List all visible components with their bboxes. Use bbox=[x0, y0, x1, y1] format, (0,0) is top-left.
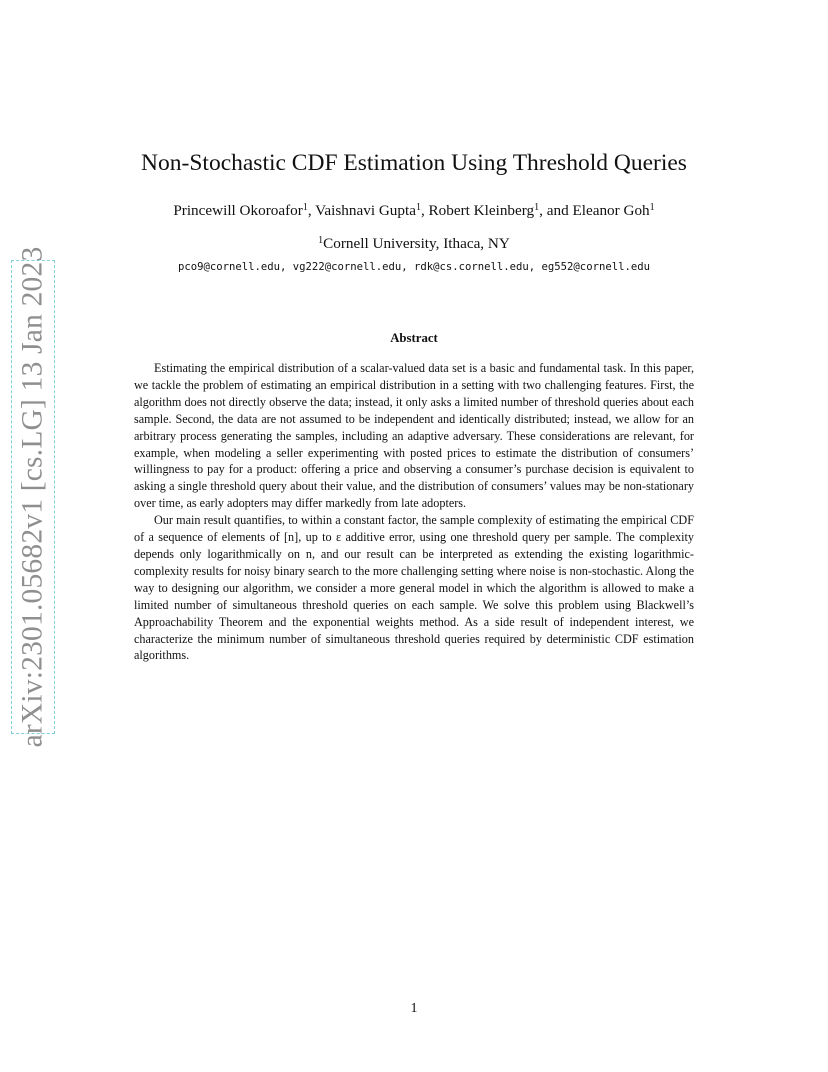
author-affiliation-mark: 1 bbox=[649, 202, 655, 213]
affiliation-text: Cornell University, Ithaca, NY bbox=[323, 235, 510, 252]
author-affiliation-mark: 1 bbox=[534, 202, 540, 213]
arxiv-identifier: arXiv:2301.05682v1 [cs.LG] 13 Jan 2023 bbox=[16, 246, 49, 748]
abstract-body bbox=[134, 360, 694, 664]
abstract-paragraph: Our main result quantifies, to within a constant factor, the sample complexity of estimating the empirical CDF of a sequence of elements of [n], up to ε additive error, using one threshold query per sample. The complexity depends only logarithmically on n, and our result can be interpreted as extending the existing logarithmic-complexity results for noisy binary search to the more challenging setting where noise is non-stochastic. Along the way to designing our algorithm, we consider a more general model in which the algorithm is allowed to make a limited number of simultaneous threshold queries on each sample. We solve this problem using Blackwell’s Approachability Theorem and the exponential weights method. As a side result of independent interest, we characterize the minimum number of simultaneous threshold queries required by deterministic CDF estimation algorithms. bbox=[134, 513, 694, 663]
author-separator: , bbox=[420, 202, 429, 219]
abstract-paragraph: Estimating the empirical distribution of a scalar-valued data set is a basic and fundamental task. In this paper, we tackle the problem of estimating an empirical distribution in a setting with two challenging features. First, the algorithm does not directly observe the data; instead, it only asks a limited number of threshold queries about each sample. Second, the data are not assumed to be independent and identically distributed; instead, we allow for an arbitrary process generating the samples, including an adaptive adversary. These considerations are relevant, for example, when modeling a seller experimenting with posted prices to estimate the distribution of consumers’ willingness to pay for a product: offering a price and observing a consumer’s purchase decision is equivalent to asking a single threshold query about their value, and the distribution of consumers’ values may be non-stationary over time, as early adopters may differ markedly from late adopters. bbox=[134, 361, 694, 511]
affiliation-mark: 1 bbox=[318, 235, 324, 246]
author-list bbox=[0, 202, 828, 220]
affiliation bbox=[0, 235, 828, 253]
author-affiliation-mark: 1 bbox=[302, 202, 308, 213]
abstract-heading: Abstract bbox=[390, 331, 438, 345]
author-name: Princewill Okoroafor bbox=[173, 202, 303, 219]
author-separator: , and bbox=[539, 202, 573, 219]
paper-title: Non-Stochastic CDF Estimation Using Threshold Queries bbox=[141, 150, 687, 176]
author-affiliation-mark: 1 bbox=[415, 202, 421, 213]
page-number: 1 bbox=[410, 1001, 418, 1016]
author-emails: pco9@cornell.edu, vg222@cornell.edu, rdk@cs.cornell.edu, eg552@cornell.edu bbox=[178, 261, 650, 273]
author-name: Robert Kleinberg bbox=[428, 202, 535, 219]
author-name: Vaishnavi Gupta bbox=[315, 202, 416, 219]
author-name: Eleanor Goh bbox=[572, 202, 650, 219]
author-separator: , bbox=[307, 202, 316, 219]
